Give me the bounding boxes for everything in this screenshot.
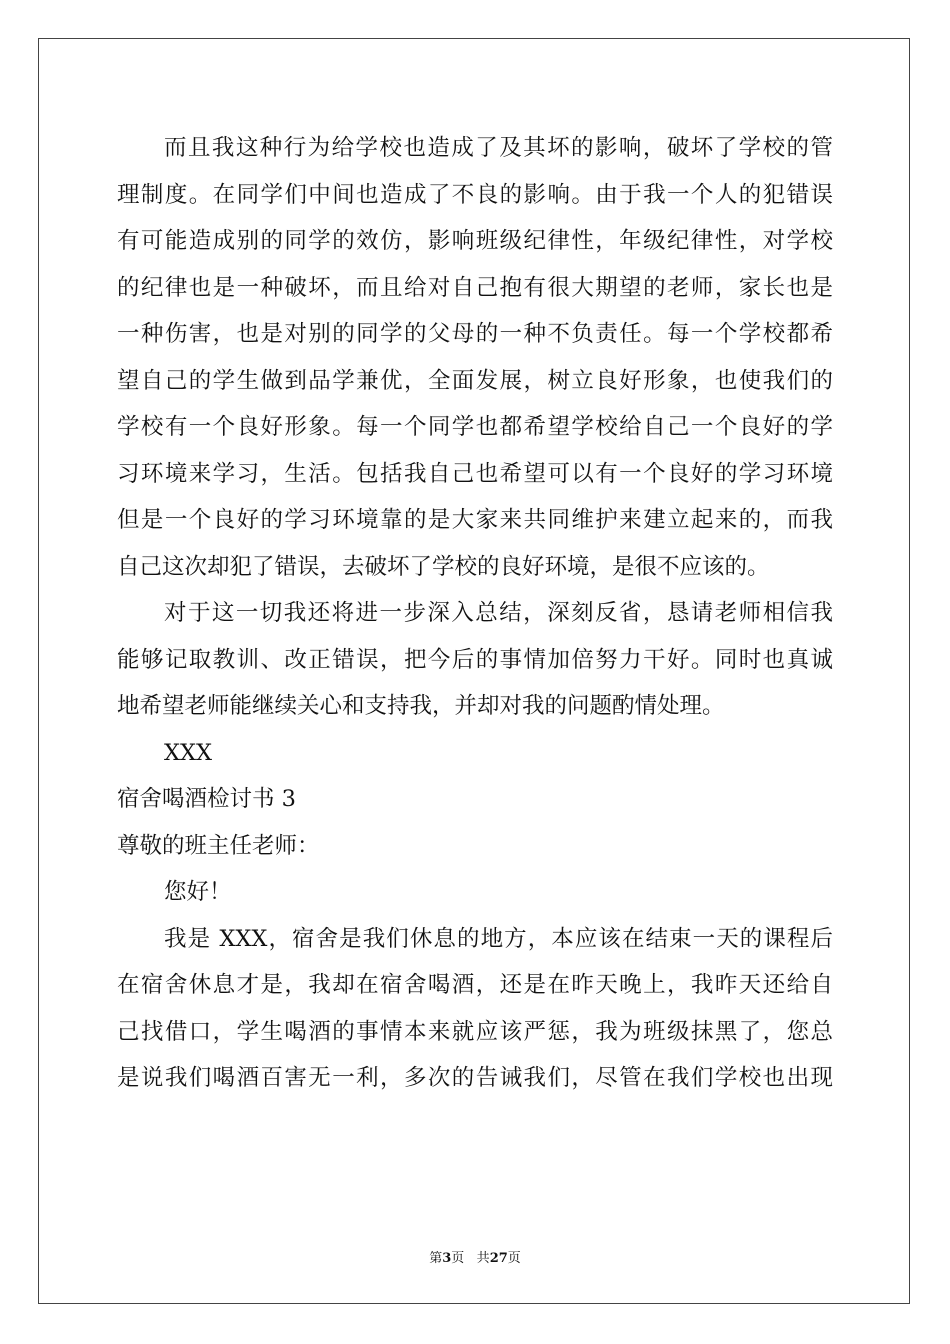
text-line: 学校有一个良好形象。每一个同学也都希望学校给自己一个良好的学 [117,414,833,440]
page-footer [0,1247,950,1266]
greeting: 您好！ [164,879,232,905]
paragraph-2 [117,590,833,730]
paragraph-3 [117,916,833,1102]
text-line: 地希望老师能继续关心和支持我，并却对我的问题酌情处理。 [117,693,725,719]
text-line: 在宿舍休息才是，我却在宿舍喝酒，还是在昨天晚上，我昨天还给自 [117,972,833,998]
page-label-prefix: 第 [429,1251,443,1266]
salutation: 尊敬的班主任老师： [117,832,320,859]
page-number: 3 [442,1251,452,1266]
text-line: 但是一个良好的学习环境靠的是大家来共同维护来建立起来的，而我 [117,507,833,533]
section-title: 宿舍喝酒检讨书 3 [117,786,296,812]
text-line: 而且我这种行为给学校也造成了及其坏的影响，破坏了学校的管 [164,135,833,161]
text-line: 一种伤害，也是对别的同学的父母的一种不负责任。每一个学校都希 [117,321,833,347]
text-line: 习环境来学习，生活。包括我自己也希望可以有一个良好的学习环境 [117,460,833,487]
total-pages: 27 [489,1251,508,1266]
text-line: 己找借口，学生喝酒的事情本来就应该严惩，我为班级抹黑了，您总 [117,1018,833,1045]
text-line: 自己这次却犯了错误，去破坏了学校的良好环境，是很不应该的。 [117,553,770,580]
signature: XXX [164,739,213,766]
total-prefix: 共 [476,1251,490,1266]
total-suffix: 页 [507,1251,521,1266]
text-line: 有可能造成别的同学的效仿，影响班级纪律性，年级纪律性，对学校 [117,228,833,254]
text-line: 的纪律也是一种破坏，而且给对自己抱有很大期望的老师，家长也是 [117,274,833,301]
page-label-mid: 页 [451,1251,465,1266]
text-line: 对于这一切我还将进一步深入总结，深刻反省，恳请老师相信我 [164,600,833,626]
text-line: 理制度。在同学们中间也造成了不良的影响。由于我一个人的犯错误 [117,181,833,208]
text-line: 是说我们喝酒百害无一利，多次的告诫我们，尽管在我们学校也出现 [117,1065,833,1091]
paragraph-1 [117,125,833,590]
text-line: 我是 XXX，宿舍是我们休息的地方，本应该在结束一天的课程后 [164,925,833,952]
text-line: 能够记取教训、改正错误，把今后的事情加倍努力干好。同时也真诚 [117,646,833,673]
document-body [117,125,833,1102]
text-line: 望自己的学生做到品学兼优，全面发展，树立良好形象，也使我们的 [117,367,833,394]
